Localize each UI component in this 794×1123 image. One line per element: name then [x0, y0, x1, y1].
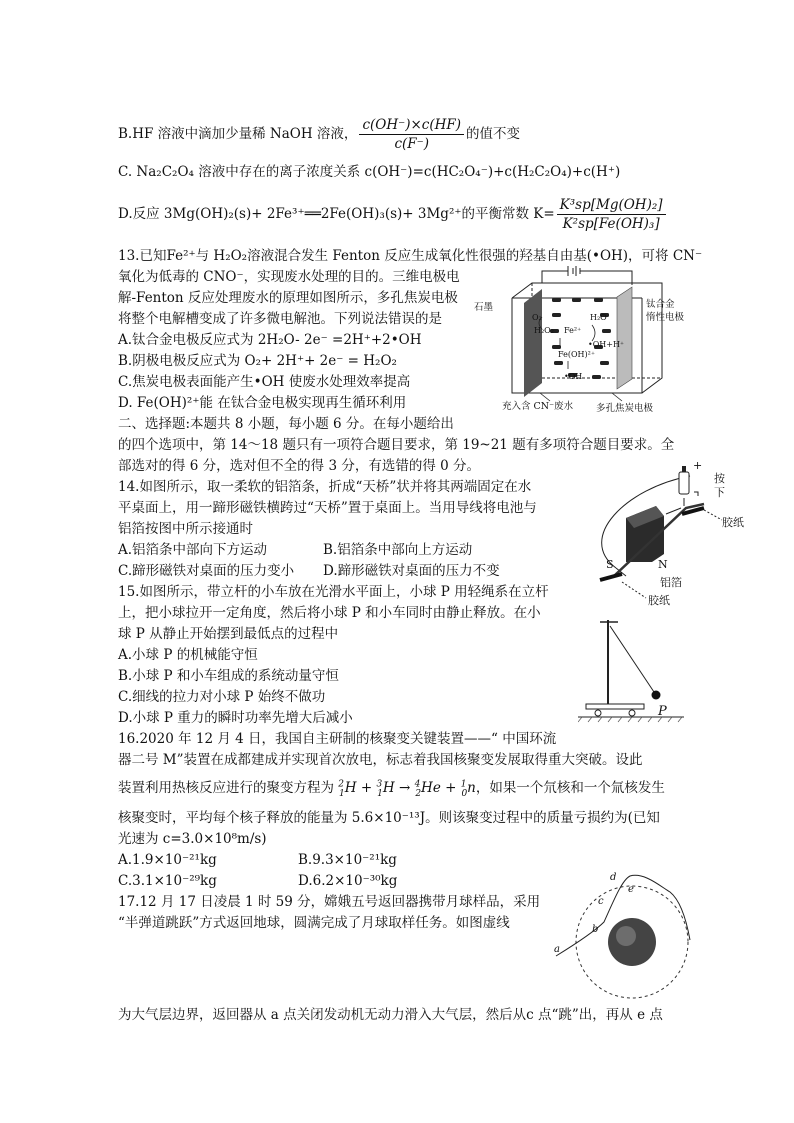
q16-stem-line4: 核聚变时，平均每个核子释放的能量为 5.6×10⁻¹³J。则该聚变过程中的质量亏损约为(已知: [118, 810, 660, 826]
q16-stem-line3: [118, 779, 665, 797]
q15-option-b: B.小球 P 和小车组成的系统动量守恒: [118, 668, 339, 684]
q12-d-denominator: K²sp[Fe(OH)₃]: [562, 216, 660, 232]
magnet-n-label: N: [658, 558, 668, 571]
q12-option-b: [118, 116, 520, 153]
q14-stem-line1: 14.如图所示，取一柔软的铝箔条，折成“天桥”状并将其两端固定在水: [118, 479, 532, 495]
oh-h-label: •OH+H⁺: [588, 340, 625, 349]
tape-label-1: 胶纸: [722, 516, 744, 529]
q16-option-d: D.6.2×10⁻³⁰kg: [298, 873, 398, 889]
q16-option-c: C.3.1×10⁻²⁹kg: [118, 873, 217, 889]
section2-line1: 二、选择题:本题共 8 小题，每小题 6 分。在每小题给出: [118, 416, 454, 432]
q14-magnet-figure: [586, 458, 766, 608]
q13-electrolysis-figure: [472, 263, 692, 415]
oh-radical-label: •OH: [564, 372, 583, 381]
q16-options-row2: [118, 872, 397, 890]
q15-option-a: A.小球 P 的机械能守恒: [118, 647, 258, 663]
q15-stem-line3: 球 P 从静止开始摆到最低点的过程中: [118, 626, 339, 642]
q17-stem-line1: 17.12 月 17 日凌晨 1 时 59 分，嫦娥五号返回器携带月球样品，采用: [118, 894, 541, 910]
q13-stem-line1: 13.已知Fe²⁺与 H₂O₂溶液混合发生 Fenton 反应生成氧化性很强的羟基自由基(•OH)，可将 CN⁻: [118, 248, 703, 264]
q16-equation-tail: ，如果一个氘核和一个氚核发生: [475, 780, 665, 796]
magnet-s-label: S: [606, 558, 614, 571]
inlet-label: 充入含 CN⁻废水: [502, 401, 574, 412]
q15-option-d: D.小球 P 重力的瞬时功率先增大后减小: [118, 710, 353, 726]
q14-option-d: D.蹄形磁铁对桌面的压力不变: [323, 563, 500, 579]
q12-option-b-text: B.HF 溶液中滴加少量稀 NaOH 溶液，: [118, 126, 358, 142]
q13-stem-line3: 解-Fenton 反应处理废水的原理如图所示，多孔焦炭电极: [118, 290, 458, 306]
point-a-label: a: [554, 944, 560, 955]
q16-equation-lead: 装置利用热核反应进行的聚变方程为: [118, 780, 334, 796]
feoh-label: Fe(OH)²⁺: [558, 350, 596, 359]
q12-b-numerator: c(OH⁻)×c(HF): [359, 116, 464, 135]
q14-option-c: C.蹄形磁铁对桌面的压力变小: [118, 563, 295, 579]
section2-line2: 的四个选项中，第 14～18 题只有一项符合题目要求，第 19~21 题有多项符合题目要求。全: [118, 437, 675, 453]
q17-orbit-figure: [552, 870, 692, 1000]
titanium-label-2: 惰性电极: [646, 312, 685, 323]
q13-stem-line4: 将整个电解槽变成了许多微电解池。下列说法错误的是: [118, 311, 442, 327]
q16-options-row1: [118, 851, 397, 869]
q12-option-d: [118, 196, 668, 233]
section2-line3: 部选对的得 6 分，选对但不全的得 3 分，有选错的得 0 分。: [118, 458, 481, 474]
q16-option-b: B.9.3×10⁻²¹kg: [298, 852, 397, 868]
q12-option-d-text: D.反应 3Mg(OH)₂(s)+ 2Fe³⁺══2Fe(OH)₃(s)+ 3Mg²⁺的平衡常数 K=: [118, 206, 555, 222]
q13-option-d: D. Fe(OH)²⁺能 在钛合金电极实现再生循环利用: [118, 395, 407, 411]
q15-stem-line1: 15.如图所示，带立杆的小车放在光滑水平面上，小球 P 用轻绳系在立杆: [118, 584, 549, 600]
q12-d-numerator: K³sp[Mg(OH)₂]: [557, 196, 666, 215]
q17-stem-line2: “半弹道跳跃”方式返回地球，圆满完成了月球取样任务。如图虚线: [118, 915, 510, 931]
o2-label: O₂: [532, 313, 542, 322]
q14-option-b: B.铝箔条中部向上方运动: [323, 542, 473, 558]
q17-stem-line3: 为大气层边界，返回器从 a 点关闭发动机无动力滑入大气层，然后从c 点“跳”出，再从 e 点: [118, 1007, 663, 1023]
press-label-2: 下: [714, 486, 725, 499]
tape-label-2: 胶纸: [648, 594, 670, 607]
q16-fusion-equation: $^2_1$H + $^3_1$H → $^4_2$He + $^1_0$n: [338, 779, 476, 799]
battery-plus-label: +: [693, 459, 703, 472]
q13-option-b: B.阴极电极反应式为 O₂+ 2H⁺+ 2e⁻ = H₂O₂: [118, 353, 397, 369]
point-c-label: c: [598, 896, 604, 907]
q14-options-row2: [118, 562, 500, 580]
q16-stem-line1: 16.2020 年 12 月 4 日，我国自主研制的核聚变关键装置——“ 中国环流: [118, 731, 557, 747]
graphite-label: 石墨: [474, 302, 494, 313]
q15-cart-figure: [578, 612, 688, 724]
q15-stem-line2: 上，把小球拉开一定角度，然后将小球 P 和小车同时由静止释放。在小: [118, 605, 541, 621]
q16-stem-line5: 光速为 c=3.0×10⁸m/s): [118, 831, 267, 847]
q14-stem-line3: 铝箔按图中所示接通时: [118, 521, 253, 537]
point-d-label: d: [610, 872, 617, 883]
ball-p: [652, 691, 661, 700]
q16-stem-line2: 器二号 M”装置在成都建成并实现首次放电，标志着我国核聚变发展取得重大突破。设此: [118, 752, 643, 768]
q13-option-a: A.钛合金电极反应式为 2H₂O- 2e⁻ =2H⁺+2•OH: [118, 332, 422, 348]
foil-label: 铝箔: [660, 576, 682, 589]
q12-b-tail: 的值不变: [466, 126, 521, 142]
q12-d-fraction: [557, 196, 666, 233]
press-label-1: 按: [714, 472, 725, 485]
point-e-label: e: [628, 884, 634, 895]
q14-options-row1: [118, 541, 472, 559]
q15-option-c: C.细线的拉力对小球 P 始终不做功: [118, 689, 326, 705]
point-b-label: b: [592, 924, 599, 935]
titanium-label-1: 钛合金: [646, 299, 675, 310]
fe2-label: Fe²⁺: [564, 326, 582, 335]
h2o2-label: H₂O₂: [534, 326, 554, 335]
coke-label: 多孔焦炭电极: [596, 403, 654, 414]
q12-option-c: C. Na₂C₂O₄ 溶液中存在的离子浓度关系 c(OH⁻)=c(HC₂O₄⁻)+c(H₂C₂O₄)+c(H⁺): [118, 164, 621, 180]
q12-b-fraction: [359, 116, 464, 153]
q14-option-a: A.铝箔条中部向下方运动: [118, 542, 268, 558]
h2o-label: H₂O: [590, 313, 607, 322]
q12-b-denominator: c(F⁻): [394, 136, 430, 152]
q14-stem-line2: 平桌面上，用一蹄形磁铁横跨过“天桥”置于桌面上。当用导线将电池与: [118, 500, 537, 516]
ball-p-label: P: [658, 704, 667, 719]
q16-option-a: A.1.9×10⁻²¹kg: [118, 852, 217, 868]
q13-stem-line2: 氧化为低毒的 CNO⁻，实现废水处理的目的。三维电极电: [118, 269, 460, 285]
q13-option-c: C.焦炭电极表面能产生•OH 使废水处理效率提高: [118, 374, 411, 390]
